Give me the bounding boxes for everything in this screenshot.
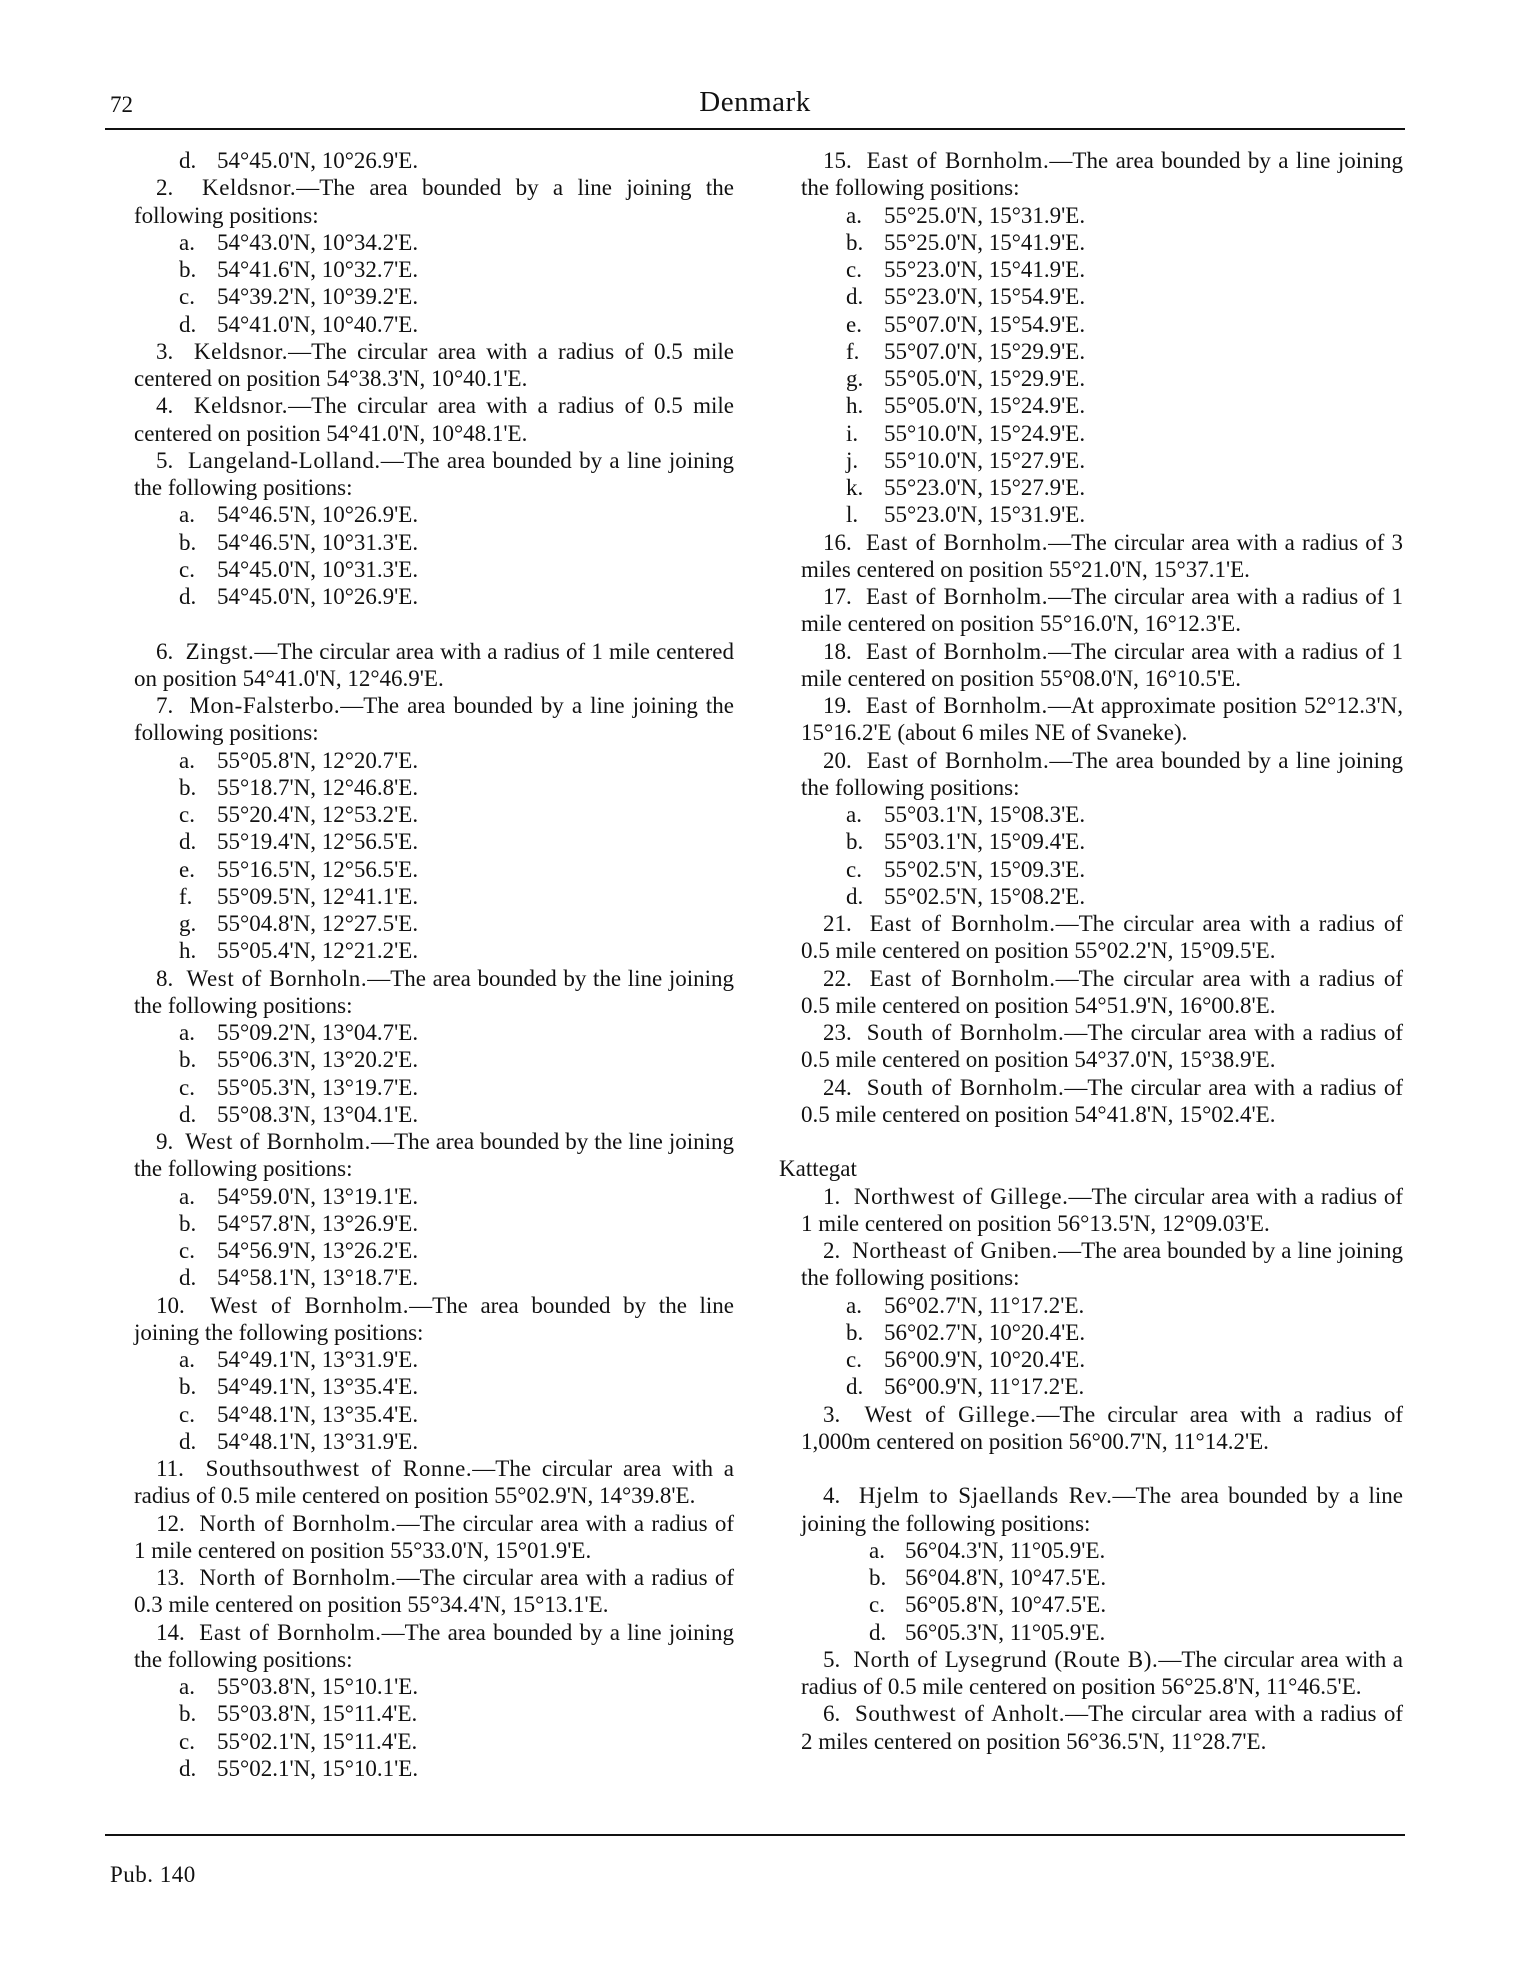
position-item [801, 883, 1403, 910]
entry-title: South of Bornholm. [866, 1074, 1065, 1100]
position-item [134, 229, 734, 256]
item-label: b. [179, 1047, 197, 1073]
position-item [134, 1101, 734, 1128]
item-position: 54°56.9'N, 13°26.2'E. [217, 1238, 419, 1263]
item-label: c. [846, 257, 862, 282]
entry-title: East of Bornholm. [869, 965, 1056, 991]
position-item [134, 910, 734, 937]
position-item [134, 1428, 734, 1455]
item-position: 54°48.1'N, 13°31.9'E. [217, 1428, 419, 1454]
entry-number: 16. [823, 529, 852, 555]
area-entry [134, 965, 734, 1020]
entry-title: East of Bornholm. [866, 148, 1050, 173]
item-position: 55°05.0'N, 15°24.9'E. [884, 393, 1086, 419]
item-label: h. [179, 938, 197, 964]
entry-number: 24. [823, 1074, 852, 1100]
section-heading: Kattegat [779, 1156, 857, 1182]
position-item [801, 311, 1403, 338]
area-entry [134, 1292, 734, 1347]
entry-text: —The circular area with a radius of 1 mile centered on position 55°16.0'N, 16°12.3'E. [801, 584, 1404, 637]
entry-text: —The circular area with a radius of 0.5 mile centered on position 54°38.3'N, 10°40.1'E. [134, 338, 734, 391]
entry-number: 2. [156, 175, 174, 201]
item-position: 55°09.2'N, 13°04.7'E. [217, 1020, 419, 1045]
entry-number: 21. [823, 911, 852, 936]
entry-number: 5. [823, 1646, 841, 1672]
entry-title: Keldsnor. [202, 175, 297, 201]
blank-line [801, 1455, 1403, 1482]
area-entry [801, 147, 1403, 202]
item-position: 55°23.0'N, 15°27.9'E. [884, 475, 1086, 500]
position-item [134, 1728, 734, 1755]
item-position: 55°02.1'N, 15°11.4'E. [217, 1728, 418, 1754]
position-item [134, 937, 734, 964]
item-label: d. [179, 829, 197, 855]
entry-text: —The area bounded by a line joining the following positions: [801, 1483, 1404, 1536]
entry-number: 20. [823, 747, 852, 773]
item-position: 55°03.1'N, 15°09.4'E. [884, 829, 1086, 855]
item-label: c. [179, 1238, 195, 1263]
entry-title: West of Bornholm. [185, 1129, 372, 1154]
item-position: 55°09.5'N, 12°41.1'E. [217, 883, 419, 909]
position-item [801, 1591, 1403, 1618]
position-item [134, 1237, 734, 1264]
item-label: d. [846, 883, 864, 909]
entry-text: —The area bounded by a line joining the following positions: [134, 693, 735, 746]
item-label: b. [179, 774, 197, 800]
item-position: 55°23.0'N, 15°41.9'E. [884, 257, 1086, 282]
item-position: 54°46.5'N, 10°31.3'E. [217, 529, 419, 555]
position-item [134, 583, 734, 610]
item-position: 54°45.0'N, 10°26.9'E. [217, 148, 419, 173]
area-entry [801, 1074, 1403, 1129]
area-entry [801, 1700, 1403, 1755]
entry-number: 19. [823, 693, 852, 718]
entry-number: 6. [823, 1701, 841, 1727]
item-position: 54°57.8'N, 13°26.9'E. [217, 1210, 419, 1236]
entry-title: East of Bornholm. [869, 911, 1056, 936]
area-entry [134, 1564, 734, 1619]
item-label: d. [869, 1619, 887, 1645]
entry-title: North of Lysegrund (Route B). [853, 1646, 1159, 1672]
item-label: d. [846, 1374, 864, 1400]
item-position: 55°06.3'N, 13°20.2'E. [217, 1047, 419, 1073]
entry-number: 4. [823, 1483, 841, 1509]
item-position: 55°03.8'N, 15°10.1'E. [217, 1674, 419, 1699]
position-item [801, 1319, 1403, 1346]
entry-title: Hjelm to Sjaellands Rev. [858, 1483, 1113, 1509]
entry-number: 11. [156, 1456, 184, 1481]
item-label: d. [846, 284, 864, 310]
left-column [134, 147, 734, 1782]
item-label: i. [846, 420, 859, 446]
area-entry [801, 583, 1403, 638]
entry-text: —The circular area with a radius of 1 mile centered on position 56°13.5'N, 12°09.03'E. [801, 1183, 1404, 1236]
running-header-title: Denmark [699, 86, 811, 118]
item-position: 55°04.8'N, 12°27.5'E. [217, 911, 419, 936]
area-entry [134, 447, 734, 502]
item-label: b. [179, 1210, 197, 1236]
item-position: 56°00.9'N, 10°20.4'E. [884, 1347, 1086, 1372]
area-entry [134, 338, 734, 393]
item-position: 55°05.4'N, 12°21.2'E. [217, 938, 419, 964]
item-label: c. [179, 1728, 195, 1754]
area-entry [801, 1482, 1403, 1537]
entry-text: —The circular area with a radius of 0.5 mile centered on position 56°25.8'N, 11°46.5'E. [801, 1646, 1403, 1699]
position-item [801, 229, 1403, 256]
item-label: b. [179, 1701, 197, 1727]
item-label: k. [846, 475, 864, 500]
entry-number: 12. [156, 1510, 185, 1536]
entry-title: East of Bornholm. [865, 529, 1049, 555]
entry-text: —The area bounded by a line joining the following positions: [134, 175, 735, 228]
position-item [134, 147, 734, 174]
item-position: 55°05.8'N, 12°20.7'E. [217, 747, 419, 773]
position-item [801, 1564, 1403, 1591]
position-item [134, 311, 734, 338]
entry-number: 15. [823, 148, 852, 173]
item-label: f. [179, 883, 193, 909]
position-item [801, 1537, 1403, 1564]
item-label: e. [179, 856, 195, 882]
item-label: d. [179, 1755, 197, 1781]
item-position: 55°20.4'N, 12°53.2'E. [217, 802, 419, 827]
area-entry [801, 692, 1403, 747]
item-label: h. [846, 393, 864, 419]
item-label: a. [179, 1347, 195, 1372]
item-label: g. [846, 366, 864, 391]
entry-title: East of Bornholm. [199, 1619, 382, 1645]
position-item [134, 774, 734, 801]
entry-text: —The area bounded by the line joining the following positions: [134, 1129, 734, 1182]
position-item [134, 256, 734, 283]
item-position: 56°05.8'N, 10°47.5'E. [905, 1592, 1107, 1618]
item-position: 54°45.0'N, 10°26.9'E. [217, 584, 419, 609]
position-item [801, 338, 1403, 365]
position-item [801, 420, 1403, 447]
area-entry [801, 1237, 1403, 1292]
entry-text: —The area bounded by a line joining the following positions: [801, 747, 1403, 800]
item-position: 56°00.9'N, 11°17.2'E. [884, 1374, 1085, 1400]
item-label: d. [179, 1265, 197, 1291]
area-entry [801, 1019, 1403, 1074]
position-item [801, 801, 1403, 828]
item-position: 54°49.1'N, 13°31.9'E. [217, 1347, 419, 1372]
item-label: b. [179, 1374, 197, 1400]
entry-text: —The circular area with a radius of 0.5 mile centered on position 54°51.9'N, 16°00.8'E. [801, 965, 1404, 1018]
entry-number: 14. [156, 1619, 185, 1645]
entry-title: Keldsnor. [193, 393, 289, 419]
entry-text: —The area bounded by a line joining the following positions: [801, 148, 1403, 201]
entry-number: 5. [156, 447, 174, 473]
entry-text: —The circular area with a radius of 0.5 mile centered on position 54°41.8'N, 15°02.4'E. [801, 1074, 1403, 1127]
item-position: 54°48.1'N, 13°35.4'E. [217, 1401, 419, 1427]
entry-text: —The circular area with a radius of 1 mile centered on position 55°08.0'N, 16°10.5'E. [801, 638, 1404, 691]
item-position: 55°03.1'N, 15°08.3'E. [884, 802, 1086, 827]
item-position: 54°41.0'N, 10°40.7'E. [217, 311, 419, 337]
entry-number: 7. [156, 693, 174, 718]
item-position: 56°02.7'N, 10°20.4'E. [884, 1319, 1086, 1345]
item-position: 55°03.8'N, 15°11.4'E. [217, 1701, 418, 1727]
item-position: 55°25.0'N, 15°41.9'E. [884, 229, 1086, 255]
area-entry [134, 1510, 734, 1565]
item-label: c. [869, 1592, 885, 1618]
area-entry [134, 392, 734, 447]
entry-title: Northwest of Gillege. [853, 1183, 1069, 1209]
item-label: d. [179, 311, 197, 337]
position-item [134, 1264, 734, 1291]
position-item [134, 1046, 734, 1073]
entry-title: East of Bornholm. [866, 747, 1050, 773]
item-label: d. [179, 584, 197, 609]
entry-number: 13. [156, 1565, 185, 1590]
entry-number: 17. [823, 584, 852, 609]
item-position: 55°07.0'N, 15°29.9'E. [884, 338, 1086, 364]
item-label: b. [846, 829, 864, 855]
position-item [134, 556, 734, 583]
item-label: d. [179, 1428, 197, 1454]
item-position: 55°10.0'N, 15°24.9'E. [884, 420, 1086, 446]
item-position: 55°19.4'N, 12°56.5'E. [217, 829, 419, 855]
publication-footer: Pub. 140 [110, 1862, 196, 1887]
item-position: 54°41.6'N, 10°32.7'E. [217, 257, 419, 282]
item-label: c. [179, 556, 195, 582]
item-label: a. [179, 1674, 195, 1699]
item-position: 55°07.0'N, 15°54.9'E. [884, 311, 1086, 337]
item-position: 55°23.0'N, 15°31.9'E. [884, 502, 1086, 528]
area-entry [801, 747, 1403, 802]
item-position: 55°02.1'N, 15°10.1'E. [217, 1755, 419, 1781]
area-entry [134, 1619, 734, 1674]
entry-title: West of Bornholn. [186, 965, 368, 991]
area-entry [134, 692, 734, 747]
entry-title: South of Bornholm. [866, 1020, 1065, 1045]
position-item [801, 1619, 1403, 1646]
item-label: b. [846, 1319, 864, 1345]
right-column [779, 147, 1404, 1755]
entry-text: —The circular area with a radius of 1 mile centered on position 55°33.0'N, 15°01.9'E. [134, 1510, 735, 1563]
item-position: 55°10.0'N, 15°27.9'E. [884, 447, 1086, 473]
entry-title: Northeast of Gniben. [852, 1238, 1059, 1263]
item-position: 56°04.3'N, 11°05.9'E. [905, 1537, 1106, 1563]
position-item [801, 447, 1403, 474]
position-item [801, 828, 1403, 855]
position-item [801, 1373, 1403, 1400]
item-position: 54°46.5'N, 10°26.9'E. [217, 502, 419, 528]
item-label: c. [179, 1074, 195, 1100]
entry-text: —The circular area with a radius of 1 mile centered on position 54°41.0'N, 12°46.9'E. [134, 638, 735, 691]
position-item [134, 856, 734, 883]
position-item [801, 856, 1403, 883]
item-label: c. [846, 1347, 862, 1372]
entry-title: East of Bornholm. [865, 638, 1049, 664]
item-label: a. [846, 202, 862, 228]
area-entry [134, 1128, 734, 1183]
area-entry [801, 1646, 1403, 1701]
entry-title: Southwest of Anholt. [854, 1701, 1066, 1727]
item-position: 55°08.3'N, 13°04.1'E. [217, 1101, 419, 1127]
area-entry [801, 1183, 1403, 1238]
entry-number: 8. [156, 965, 174, 991]
item-position: 55°05.3'N, 13°19.7'E. [217, 1074, 419, 1100]
item-label: l. [846, 502, 859, 528]
item-position: 54°59.0'N, 13°19.1'E. [217, 1183, 419, 1209]
entry-text: —The circular area with a radius of 2 miles centered on position 56°36.5'N, 11°28.7'E. [801, 1701, 1404, 1754]
area-entry [801, 1401, 1403, 1456]
area-entry [801, 965, 1403, 1020]
entry-number: 2. [823, 1238, 841, 1263]
item-position: 56°05.3'N, 11°05.9'E. [905, 1619, 1106, 1645]
entry-text: —The area bounded by a line joining the following positions: [801, 1238, 1403, 1291]
entry-title: East of Bornholm. [865, 693, 1048, 718]
item-label: d. [179, 148, 197, 173]
position-item [134, 1673, 734, 1700]
position-item [134, 1373, 734, 1400]
item-label: a. [179, 1183, 195, 1209]
entry-number: 23. [823, 1020, 852, 1045]
entry-text: —At approximate position 52°12.3'N, 15°16.2'E (about 6 miles NE of Svaneke). [801, 693, 1403, 746]
item-label: f. [846, 338, 860, 364]
area-entry [801, 529, 1403, 584]
item-position: 56°04.8'N, 10°47.5'E. [905, 1565, 1107, 1590]
entry-title: Keldsnor. [193, 338, 289, 364]
entry-number: 6. [156, 638, 174, 664]
item-position: 55°02.5'N, 15°09.3'E. [884, 856, 1086, 882]
position-item [134, 1700, 734, 1727]
item-position: 55°25.0'N, 15°31.9'E. [884, 202, 1086, 228]
position-item [134, 747, 734, 774]
item-label: a. [179, 229, 195, 255]
entry-title: Mon-Falsterbo. [189, 693, 341, 718]
position-item [134, 1074, 734, 1101]
entry-text: —The circular area with a radius of 0.5 mile centered on position 54°37.0'N, 15°38.9'E. [801, 1020, 1403, 1073]
item-position: 54°43.0'N, 10°34.2'E. [217, 229, 419, 255]
entry-number: 4. [156, 393, 174, 419]
entry-number: 22. [823, 965, 852, 991]
item-position: 54°45.0'N, 10°31.3'E. [217, 556, 419, 582]
entry-number: 1. [823, 1183, 841, 1209]
item-position: 55°23.0'N, 15°54.9'E. [884, 284, 1086, 310]
position-item [134, 1346, 734, 1373]
blank-line [134, 610, 734, 637]
item-label: a. [846, 802, 862, 827]
item-label: a. [869, 1537, 885, 1563]
item-position: 54°39.2'N, 10°39.2'E. [217, 284, 419, 310]
entry-title: West of Gillege. [864, 1401, 1037, 1427]
item-label: b. [179, 257, 197, 282]
entry-text: —The area bounded by the line joining the following positions: [134, 965, 734, 1018]
footer-rule [105, 1834, 1405, 1836]
position-item [801, 392, 1403, 419]
entry-title: Langeland-Lolland. [187, 447, 381, 473]
entry-number: 18. [823, 638, 852, 664]
item-label: c. [846, 856, 862, 882]
area-entry [134, 638, 734, 693]
entry-text: —The circular area with a radius of 3 miles centered on position 55°21.0'N, 15°37.1'E. [801, 529, 1404, 582]
entry-title: West of Bornholm. [210, 1292, 410, 1318]
position-item [134, 283, 734, 310]
position-item [801, 1292, 1403, 1319]
item-label: g. [179, 911, 197, 936]
position-item [801, 501, 1403, 528]
item-position: 55°05.0'N, 15°29.9'E. [884, 366, 1086, 391]
item-label: c. [179, 802, 195, 827]
area-entry [134, 174, 734, 229]
item-label: d. [179, 1101, 197, 1127]
entry-text: —The circular area with a radius of 0.5 mile centered on position 55°02.2'N, 15°09.5'E. [801, 911, 1404, 964]
item-label: b. [869, 1565, 887, 1590]
blank-line [801, 1128, 1403, 1155]
item-label: a. [846, 1292, 862, 1318]
entry-number: 10. [156, 1292, 185, 1318]
position-item [134, 529, 734, 556]
position-item [134, 801, 734, 828]
position-item [134, 501, 734, 528]
entry-title: North of Bornholm. [199, 1510, 397, 1536]
position-item [801, 1346, 1403, 1373]
entry-text: —The circular area with a radius of 0.5 mile centered on position 55°02.9'N, 14°39.8'E. [134, 1456, 734, 1509]
item-label: a. [179, 747, 195, 773]
entry-text: —The area bounded by the line joining the following positions: [134, 1292, 735, 1345]
position-item [801, 474, 1403, 501]
item-position: 55°16.5'N, 12°56.5'E. [217, 856, 419, 882]
position-item [801, 202, 1403, 229]
item-label: j. [846, 447, 859, 473]
item-position: 56°02.7'N, 11°17.2'E. [884, 1292, 1085, 1318]
item-label: b. [846, 229, 864, 255]
entry-number: 3. [156, 338, 174, 364]
item-position: 54°58.1'N, 13°18.7'E. [217, 1265, 419, 1291]
position-item [134, 883, 734, 910]
entry-title: East of Bornholm. [865, 584, 1049, 609]
position-item [801, 365, 1403, 392]
entry-text: —The circular area with a radius of 1,000m centered on position 56°00.7'N, 11°14.2'E. [801, 1401, 1404, 1454]
entry-title: North of Bornholm. [199, 1565, 397, 1590]
position-item [134, 1019, 734, 1046]
entry-title: Southsouthwest of Ronne. [205, 1456, 473, 1481]
item-label: a. [179, 1020, 195, 1045]
position-item [801, 283, 1403, 310]
area-entry [801, 910, 1403, 965]
area-entry [134, 1455, 734, 1510]
page-number: 72 [110, 92, 133, 117]
item-position: 55°02.5'N, 15°08.2'E. [884, 883, 1086, 909]
item-label: e. [846, 311, 862, 337]
item-label: a. [179, 502, 195, 528]
position-item [134, 1210, 734, 1237]
entry-text: —The area bounded by a line joining the following positions: [134, 1619, 735, 1672]
entry-number: 9. [156, 1129, 174, 1154]
entry-title: Zingst. [185, 638, 255, 664]
item-label: c. [179, 1401, 195, 1427]
position-item [134, 828, 734, 855]
area-entry [801, 638, 1403, 693]
entry-text: —The circular area with a radius of 0.3 mile centered on position 55°34.4'N, 15°13.1'E. [134, 1565, 735, 1618]
position-item [134, 1183, 734, 1210]
item-label: b. [179, 529, 197, 555]
entry-text: —The circular area with a radius of 0.5 mile centered on position 54°41.0'N, 10°48.1'E. [134, 393, 734, 446]
entry-number: 3. [823, 1401, 841, 1427]
header-rule [105, 128, 1405, 130]
item-position: 54°49.1'N, 13°35.4'E. [217, 1374, 419, 1400]
position-item [134, 1401, 734, 1428]
position-item [134, 1755, 734, 1782]
item-label: c. [179, 284, 195, 310]
entry-text: —The area bounded by a line joining the following positions: [134, 447, 734, 500]
item-position: 55°18.7'N, 12°46.8'E. [217, 774, 419, 800]
position-item [801, 256, 1403, 283]
